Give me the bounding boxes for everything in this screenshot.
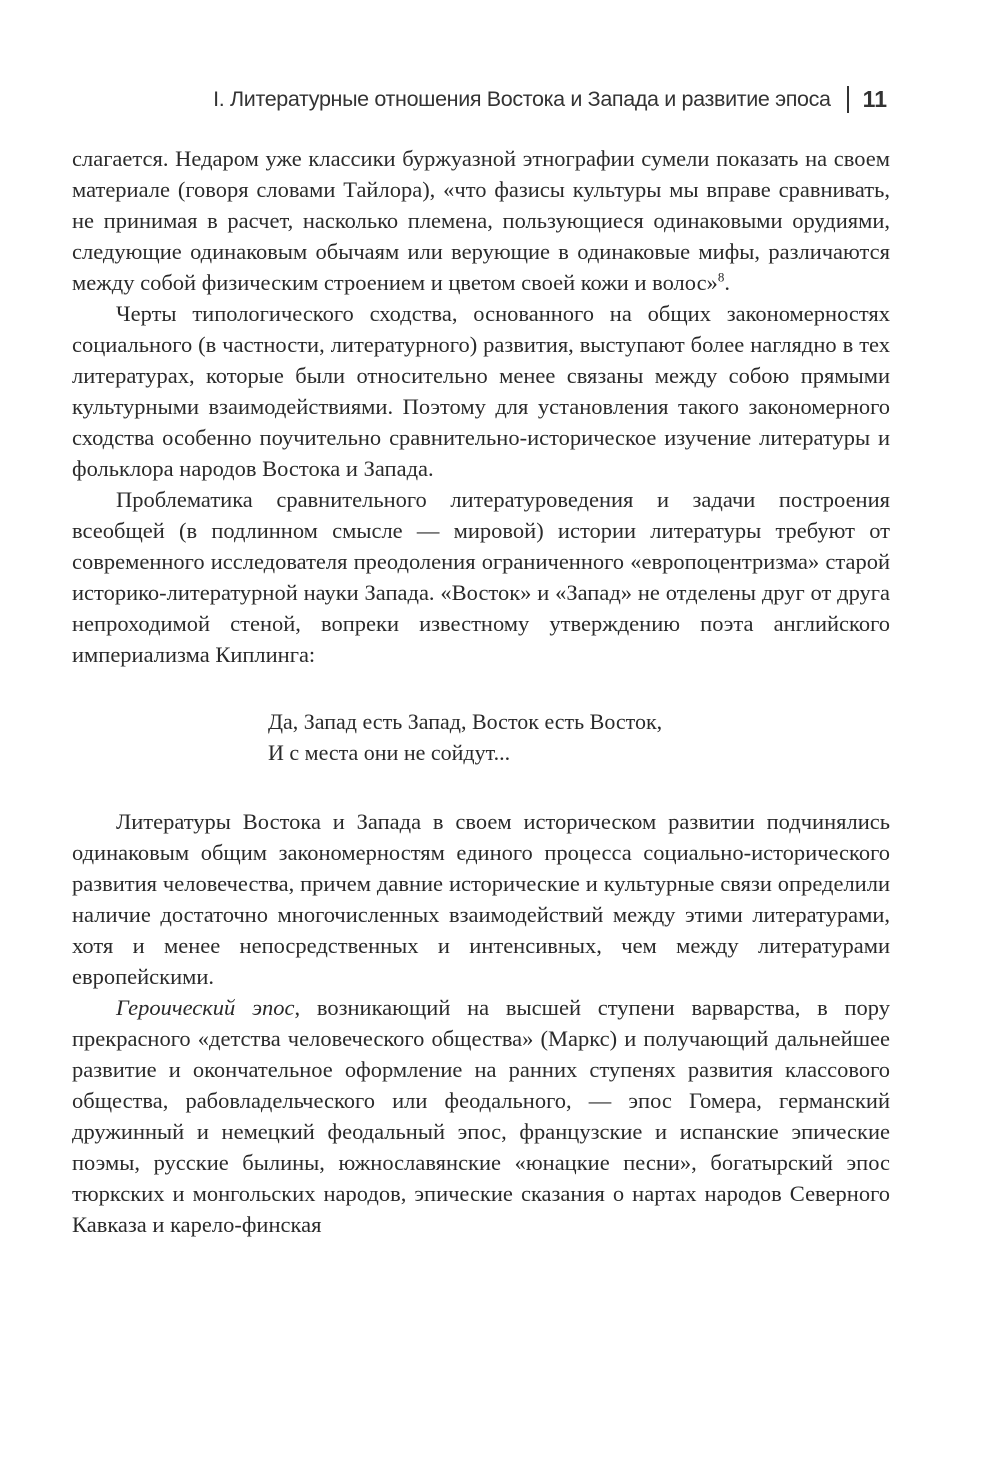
verse-quote [268,706,890,768]
paragraph-5 [72,992,890,1240]
header-divider [847,86,849,113]
paragraph-1 [72,143,890,298]
paragraph-1-end: . [724,270,730,295]
header-title: I. Литературные отношения Востока и Запада и развитие эпоса [213,87,831,111]
paragraph-2: Черты типологического сходства, основанного на общих закономерностях социального (в частности, литературного) развития, выступают более наглядно в тех литературах, которые были относительно менее связаны между собою прямыми культурными взаимодействиями. Поэтому для установления такого закономерного сходства особенно поучительно сравнительно-историческое изучение литературы и фольклора народов Востока и Запада. [72,301,890,481]
paragraph-3: Проблематика сравнительного литературоведения и задачи построения всеобщей (в подлинном смысле — мировой) истории литературы требуют от современного исследователя преодоления ограниченного «европоцентризма» старой историко-литературной науки Запада. «Восток» и «Запад» не отделены друг от друга непроходимой стеной, вопреки известному утверждению поэта английского империализма Киплинга: [72,487,890,667]
paragraph-1-text: слагается. Недаром уже классики буржуазной этнографии сумели показать на своем материале (говоря словами Тайлора), «что фазисы культуры мы вправе сравнивать, не принимая в расчет, насколько племена, пользующиеся одинаковыми орудиями, следующие одинаковым обычаям или верующие в одинаковые мифы, различаются между собой физическим строением и цветом своей кожи и волос» [72,146,890,295]
footnote-reference: 8 [717,269,725,285]
verse-line: Да, Запад есть Запад, Восток есть Восток, [268,709,663,734]
page-number: 11 [862,86,887,112]
verse-line: И с места они не сойдут... [268,740,511,765]
paragraph-5-text: , возникающий на высшей ступени варварства, в пору прекрасного «детства человеческого общества» (Маркс) и получающий дальнейшее развитие и окончательное оформление на ранних ступенях развития классового общества, рабовладельческого или феодального, — эпос Гомера, германский дружинный и немецкий феодальный эпос, французские и испанские эпические поэмы, русские былины, южнославянские «юнацкие песни», богатырский эпос тюркских и монгольских народов, эпические сказания о нартах народов Северного Кавказа и карело-финская [72,995,890,1237]
paragraph-5-italic-term: Героический эпос [116,995,295,1020]
paragraph-4: Литературы Востока и Запада в своем историческом развитии подчинялись одинаковым общим закономерностям единого процесса социально-исторического развития человечества, причем давние исторические и культурные связи определили наличие достаточно многочисленных взаимодействий между этими литературами, хотя и менее непосредственных и интенсивных, чем между литературами европейскими. [72,809,890,989]
text-body [72,143,890,1240]
running-header [213,86,887,113]
